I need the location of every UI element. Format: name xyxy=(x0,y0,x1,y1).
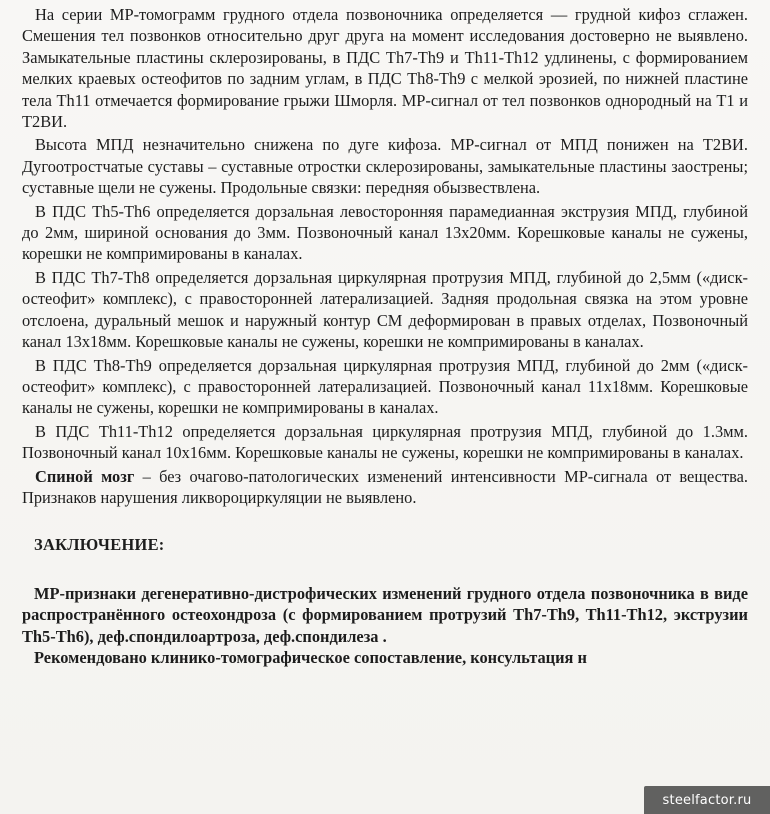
spinal-cord-text: – без очагово-патологических изменений интенсивности МР-сигнала от вещества. Признаков нарушения ликвороциркуляции не выявлено. xyxy=(22,466,748,507)
document-body xyxy=(22,4,748,668)
spinal-cord-lead: Спиной мозг xyxy=(35,466,135,486)
paragraph-th5-th6: В ПДС Th5-Th6 определяется дорзальная левосторонняя парамедианная экструзия МПД, глубиной до 2мм, шириной основания до 3мм. Позвоночный канал 13х20мм. Корешковые каналы не сужены, корешки не компримированы в каналах. xyxy=(22,201,748,264)
paragraph-spinal-cord xyxy=(22,466,748,509)
paragraph-discs: Высота МПД незначительно снижена по дуге кифоза. МР-сигнал от МПД понижен на Т2ВИ. Дугоотростчатые суставы – суставные отростки склерозированы, замыкательные пластины заострены; суставные щели не сужены. Продольные связки: передняя обызвествлена. xyxy=(22,135,748,198)
conclusion-text: МР-признаки дегенеративно-дистрофических изменений грудного отдела позвоночника в виде распространённого остеохондроза (с формированием протрузий Th7-Th9, Th11-Th12, экструзии Th5-Th6), деф.спондилоартроза, деф.спондилеза . xyxy=(22,583,748,646)
conclusion-heading: ЗАКЛЮЧЕНИЕ: xyxy=(34,535,165,555)
recommendation-text: Рекомендовано клинико-томографическое сопоставление, консультация н xyxy=(34,647,587,667)
watermark-badge: steelfactor.ru xyxy=(644,786,770,814)
paragraph-th11-th12: В ПДС Th11-Th12 определяется дорзальная циркулярная протрузия МПД, глубиной до 1.3мм. Позвоночный канал 10х16мм. Корешковые каналы не сужены, корешки не компримированы в каналах. xyxy=(22,421,748,463)
paragraph-th7-th8: В ПДС Th7-Th8 определяется дорзальная циркулярная протрузия МПД, глубиной до 2,5мм («диск-остеофит» комплекс), с правосторонней латерализацией. Задняя продольная связка на этом уровне отслоена, дуральный мешок и наружный контур СМ деформирован в правых отделах, Позвоночный канал 13х18мм. Корешковые каналы не сужены, корешки не компримированы в каналах. xyxy=(22,267,748,352)
paragraph-th8-th9: В ПДС Th8-Th9 определяется дорзальная циркулярная протрузия МПД, глубиной до 2мм («диск-остеофит» комплекс), с правосторонней латерализацией. Позвоночный канал 11х18мм. Корешковые каналы не сужены, корешки не компримированы в каналах. xyxy=(22,355,748,418)
paragraph-vertebrae: На серии МР-томограмм грудного отдела позвоночника определяется — грудной кифоз сглажен. Смешения тел позвонков относительно друг друга на момент исследования достоверно не выявлено. Замыкательные пластины склерозированы, в ПДС Th7-Th9 и Th11-Th12 удлинены, с формированием мелких краевых остеофитов по задним углам, в ПДС Th8-Th9 с мелкой эрозией, по нижней пластине тела Th11 отмечается формирование грыжи Шморля. МР-сигнал от тел позвонков однородный на Т1 и Т2ВИ. xyxy=(22,5,748,132)
